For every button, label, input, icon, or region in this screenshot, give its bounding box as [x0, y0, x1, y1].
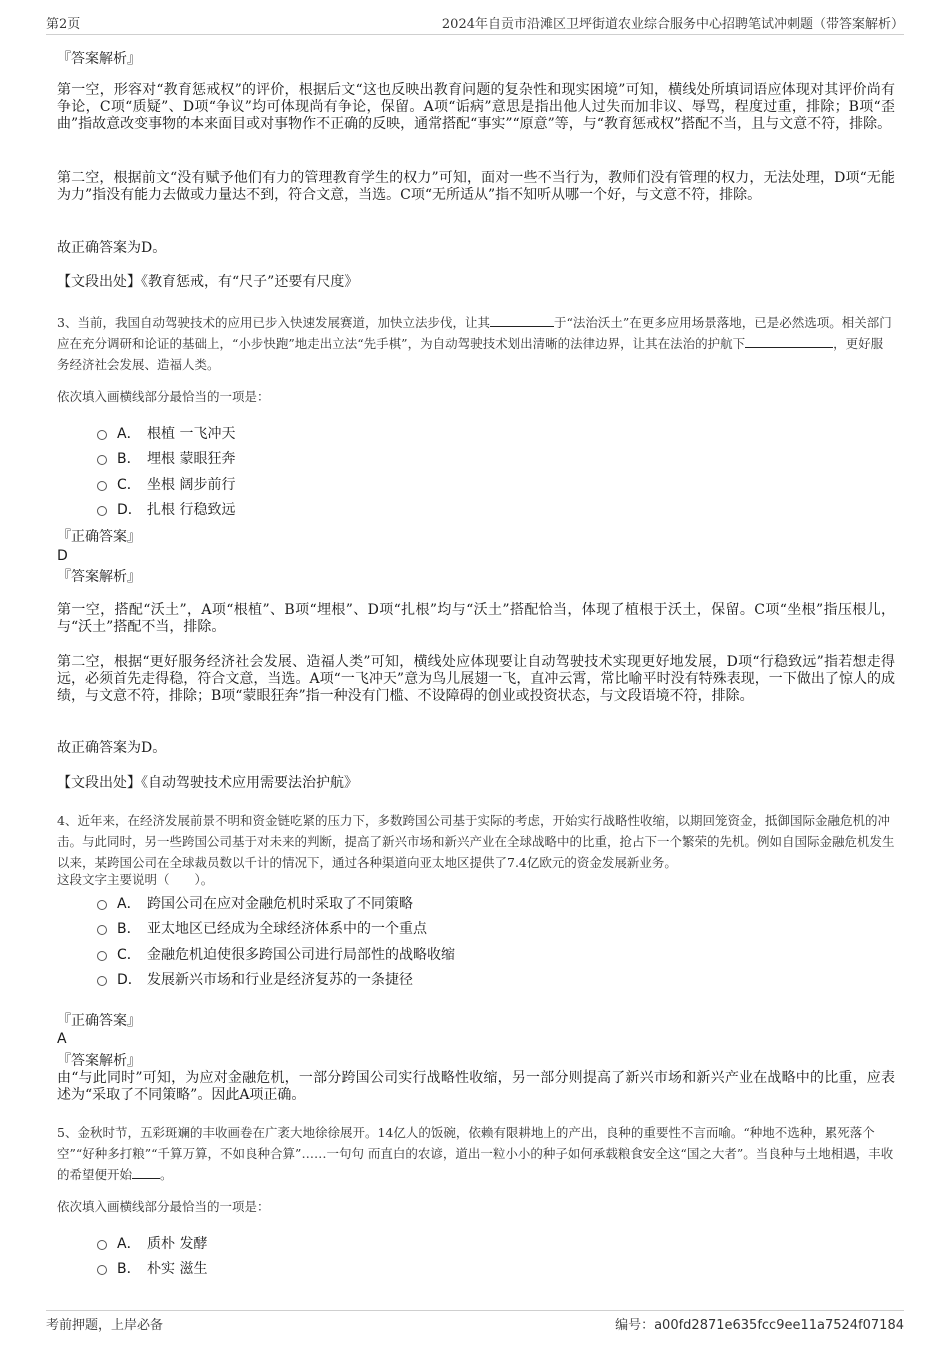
page-header: [46, 10, 904, 35]
q4-answer: A: [57, 1031, 67, 1047]
q5-option-b[interactable]: B． 朴实 滋生: [57, 1256, 895, 1282]
radio-icon[interactable]: [97, 900, 107, 910]
q3-option-d[interactable]: D． 扎根 行稳致远: [57, 497, 895, 523]
q3-blank-2: [745, 335, 833, 348]
q2-analysis-label: 『答案解析』: [57, 51, 141, 67]
q5-prompt: 依次填入画横线部分最恰当的一项是：: [57, 1199, 270, 1214]
q3-stem: 3、当前，我国自动驾驶技术的应用已步入快速发展赛道，加快立法步伐，让其 于“法治沃土”在更多应用场景落地，已是必然选项。相关部门应在充分调研和论证的基础上，“小步快跑”地走出立法“先手棋”，为自动驾驶技术划出清晰的法律边界，让其在法治的护航下 ，更好服务经济社会发展、造福人类。: [57, 315, 892, 372]
q3-analysis-p1: 第一空，搭配“沃土”，A项“根植”、B项“埋根”、D项“扎根”均与“沃土”搭配恰当，体现了植根于沃土，保留。C项“坐根”指压根儿，与“沃土”搭配不当，排除。: [57, 602, 895, 635]
q3-option-c[interactable]: C． 坐根 阔步前行: [57, 471, 895, 497]
q3-analysis-p2: 第二空，根据“更好服务经济社会发展、造福人类”可知，横线处应体现要让自动驾驶技术实现更好地发展，D项“行稳致远”指若想走得远，必须首先走得稳，符合文意，当选。A项“一飞冲天”意为鸟儿展翅一飞，直冲云霄，常比喻平时没有特殊表现，一下做出了惊人的成绩，与文意不符，排除；B项“蒙眼狂奔”指一种没有门槛、不设障碍的创业或投资状态，与文段语境不符，排除。: [57, 654, 895, 704]
radio-icon[interactable]: [97, 951, 107, 961]
q2-analysis-p2: 第二空，根据前文“没有赋予他们有力的管理教育学生的权力”可知，面对一些不当行为，教师们没有管理的权力，无法处理，D项“无能为力”指没有能力去做或力量达不到，符合文意，当选。C项“无所适从”指不知听从哪一个好，与文意不符，排除。: [57, 170, 895, 203]
q2-source: 【文段出处】《教育惩戒，有“尺子”还要有尺度》: [57, 274, 359, 290]
q5-blank: [132, 1166, 160, 1179]
footer-slogan: 考前押题，上岸必备: [46, 1318, 164, 1333]
radio-icon[interactable]: [97, 976, 107, 986]
q4-option-c[interactable]: C． 金融危机迫使很多跨国公司进行局部性的战略收缩: [57, 941, 895, 967]
radio-icon[interactable]: [97, 1265, 107, 1275]
q4-analysis-p1: 由“与此同时”可知，为应对金融危机，一部分跨国公司实行战略性收缩，另一部分则提高了新兴市场和新兴产业在战略中的比重，应表述为“采取了不同策略”。因此A项正确。: [57, 1070, 895, 1103]
q4-option-b[interactable]: B． 亚太地区已经成为全球经济体系中的一个重点: [57, 916, 895, 942]
q3-source: 【文段出处】《自动驾驶技术应用需要法治护航》: [57, 775, 358, 791]
radio-icon[interactable]: [97, 455, 107, 465]
q3-prompt: 依次填入画横线部分最恰当的一项是：: [57, 389, 270, 404]
q4-prompt: 这段文字主要说明（ ）。: [57, 872, 214, 887]
q3-analysis-label: 『答案解析』: [57, 569, 141, 585]
q3-answer: D: [57, 548, 68, 564]
q4-answer-label: 『正确答案』: [57, 1013, 141, 1029]
q2-conclusion: 故正确答案为D。: [57, 240, 167, 256]
footer-code: 编号：a00fd2871e635fcc9ee11a7524f07184: [615, 1318, 904, 1333]
q3-option-a[interactable]: A． 根植 一飞冲天: [57, 420, 895, 446]
q4-stem: 4、近年来，在经济发展前景不明和资金链吃紧的压力下，多数跨国公司基于实际的考虑，开始实行战略性收缩，以期回笼资金，抵御国际金融危机的冲击。与此同时，另一些跨国公司基于对未来的判断，提高了新兴市场和新兴产业在全球战略中的比重，抢占下一个繁荣的先机。例如自国际金融危机发生以来，某跨国公司在全球裁员数以千计的情况下，通过各种渠道向亚太地区提供了7.4亿欧元的资金发展新业务。: [57, 813, 895, 870]
radio-icon[interactable]: [97, 506, 107, 516]
radio-icon[interactable]: [97, 1240, 107, 1250]
page-number: 第2页: [46, 16, 81, 32]
q4-options: [57, 890, 895, 992]
radio-icon[interactable]: [97, 925, 107, 935]
q3-answer-label: 『正确答案』: [57, 529, 141, 545]
q3-option-b[interactable]: B． 埋根 蒙眼狂奔: [57, 446, 895, 472]
q5-options: [57, 1230, 895, 1281]
q3-conclusion: 故正确答案为D。: [57, 740, 167, 756]
page-footer: [46, 1310, 904, 1333]
q4-option-a[interactable]: A． 跨国公司在应对金融危机时采取了不同策略: [57, 890, 895, 916]
q3-options: [57, 420, 895, 522]
q2-analysis-p1: 第一空，形容对“教育惩戒权”的评价，根据后文“这也反映出教育问题的复杂性和现实困境”可知，横线处所填词语应体现对其评价尚有争论，C项“质疑”、D项“争议”均可体现尚有争论，保留。A项“诟病”意思是指出他人过失而加非议、辱骂，程度过重，排除；B项“歪曲”指故意改变事物的本来面目或对事物作不正确的反映，通常搭配“事实”“原意”等，与“教育惩戒权”搭配不当，且与文意不符，排除。: [57, 82, 895, 132]
q5-stem: 5、金秋时节，五彩斑斓的丰收画卷在广袤大地徐徐展开。14亿人的饭碗，依赖有限耕地上的产出，良种的重要性不言而喻。“种地不选种，累死落个空”“好种多打粮”“千算万算，不如良种合算”……一句句 而直白的农谚，道出一粒小小的种子如何承载粮食安全这“国之大者”。当良种与土地相遇，丰收的希望便开始 。: [57, 1125, 894, 1182]
q5-option-a[interactable]: A． 质朴 发酵: [57, 1230, 895, 1256]
radio-icon[interactable]: [97, 481, 107, 491]
radio-icon[interactable]: [97, 430, 107, 440]
q4-analysis-label: 『答案解析』: [57, 1053, 141, 1069]
document-title: 2024年自贡市沿滩区卫坪街道农业综合服务中心招聘笔试冲刺题（带答案解析）: [441, 16, 904, 32]
q4-option-d[interactable]: D． 发展新兴市场和行业是经济复苏的一条捷径: [57, 967, 895, 993]
q3-blank-1: [490, 314, 554, 327]
